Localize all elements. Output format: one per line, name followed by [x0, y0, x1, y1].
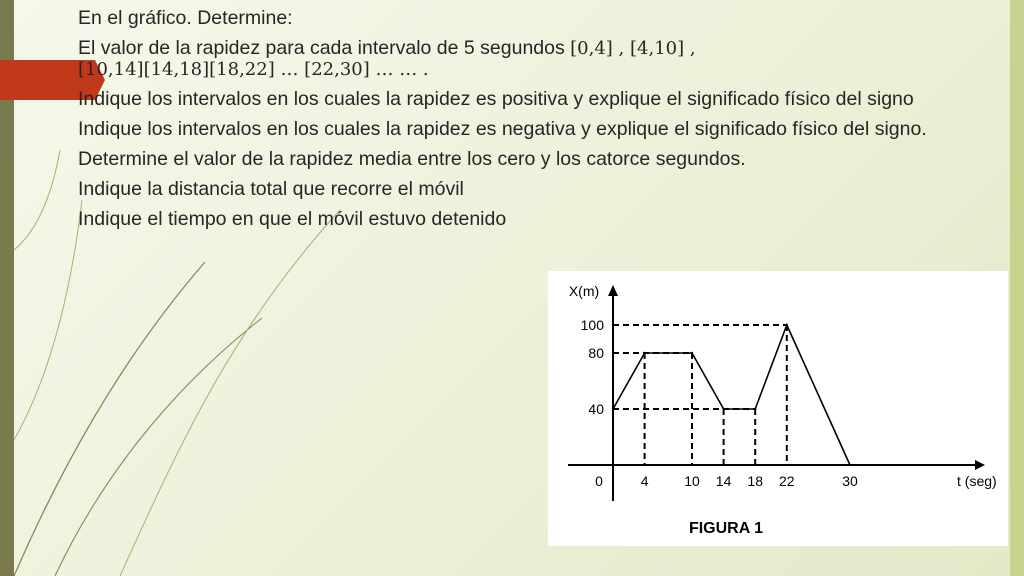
question-1: [78, 38, 998, 80]
data-point: [722, 408, 724, 410]
chart-series: [612, 324, 851, 466]
question-6: Indique el tiempo en que el móvil estuvo detenido: [78, 208, 507, 230]
x-tick-label: 22: [779, 473, 795, 489]
y-tick-label: 80: [588, 345, 604, 361]
x-axis-label: t (seg): [957, 473, 997, 489]
figure-caption: FIGURA 1: [688, 520, 764, 537]
y-axis-arrow: [608, 285, 618, 296]
x-axis-arrow: [975, 460, 985, 470]
y-axis-label: X(m): [568, 283, 600, 299]
x-tick-label: 10: [684, 473, 700, 489]
data-point: [754, 408, 756, 410]
data-point: [786, 324, 788, 326]
series-line: [613, 325, 850, 465]
question-2: Indique los intervalos en los cuales la rapidez es positiva y explique el significado físico del signo: [78, 88, 914, 110]
question-4: Determine el valor de la rapidez media entre los cero y los catorce segundos.: [78, 148, 746, 170]
position-time-chart: [548, 271, 1008, 546]
chart-axes: [568, 285, 985, 501]
x-tick-label: 0: [595, 473, 603, 489]
figure-1-chart: [548, 271, 1008, 546]
slide-content: [78, 8, 998, 239]
x-tick-label: 18: [747, 473, 763, 489]
intro-text: En el gráfico. Determine:: [78, 7, 293, 29]
x-tick-label: 30: [842, 473, 858, 489]
x-tick-label: 4: [640, 473, 649, 489]
question-1-intervals-b: [10,14][14,18][18,22] … [22,30] … … .: [78, 59, 429, 80]
y-tick-label: 40: [588, 401, 604, 417]
data-point: [612, 408, 614, 410]
question-3: Indique los intervalos en los cuales la rapidez es negativa y explique el significado físico del signo.: [78, 118, 927, 140]
x-tick-label: 14: [715, 473, 732, 489]
y-tick-label: 100: [580, 317, 604, 333]
question-5: Indique la distancia total que recorre el móvil: [78, 178, 464, 200]
question-1-text: El valor de la rapidez para cada intervalo de 5 segundos: [78, 37, 571, 59]
data-point: [643, 352, 645, 354]
data-point: [849, 464, 851, 466]
data-point: [691, 352, 693, 354]
question-1-intervals-a: [0,4] , [4,10] ,: [570, 38, 696, 59]
